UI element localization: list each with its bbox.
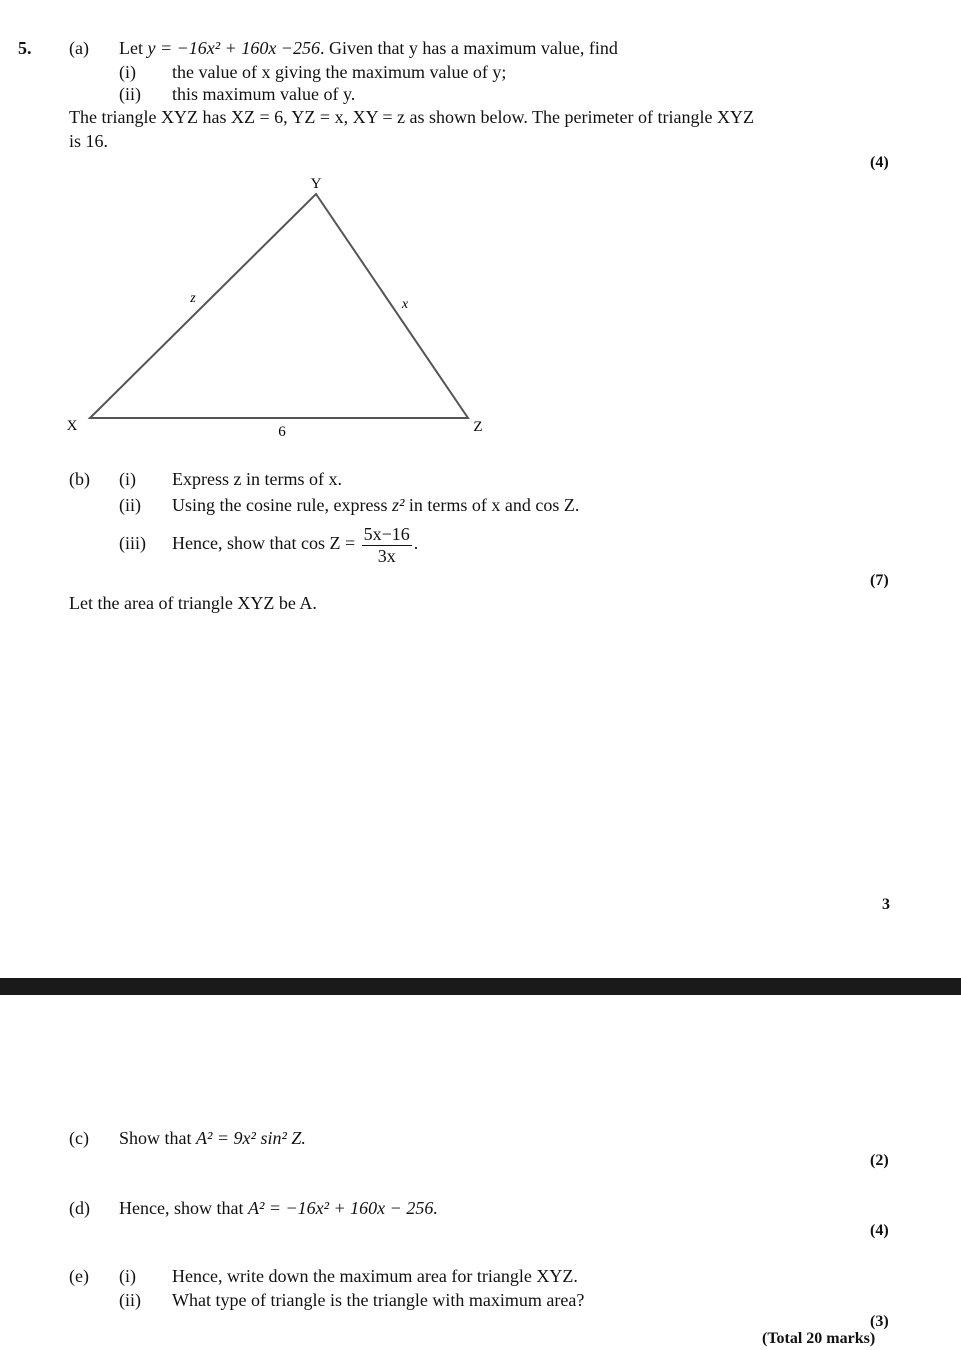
part-c-equation: A² = 9x² sin² Z. xyxy=(196,1128,306,1148)
part-e-i-text: Hence, write down the maximum area for triangle XYZ. xyxy=(172,1266,578,1286)
part-d-label: (d) xyxy=(69,1198,90,1218)
side-xz-label: 6 xyxy=(278,424,286,440)
part-d-text xyxy=(119,1197,438,1219)
part-c-label: (c) xyxy=(69,1128,89,1148)
part-b-iii-pre: Hence, show that cos Z = xyxy=(172,533,360,553)
part-a-marks: (4) xyxy=(870,154,889,171)
cos-z-fraction xyxy=(362,524,412,566)
part-b-ii-post: in terms of x and cos Z. xyxy=(404,495,580,515)
vertex-z-label: Z xyxy=(473,419,483,435)
part-e-ii-text: What type of triangle is the triangle with maximum area? xyxy=(172,1290,585,1310)
part-d-marks: (4) xyxy=(870,1222,889,1239)
part-a-i-label: (i) xyxy=(119,62,136,82)
triangle-intro-post: as shown below. The perimeter of triangle XYZ xyxy=(405,107,754,127)
page-number: 3 xyxy=(882,896,890,913)
side-yz-label: x xyxy=(401,297,409,312)
vertex-x-label: X xyxy=(66,418,78,434)
fraction-denominator: 3x xyxy=(377,545,396,566)
part-b-i-label: (i) xyxy=(119,469,136,489)
part-c-marks: (2) xyxy=(870,1152,889,1169)
question-number: 5. xyxy=(18,38,32,58)
part-e-ii-label: (ii) xyxy=(119,1290,141,1310)
triangle-xyz xyxy=(90,194,468,418)
triangle-intro-line2: is 16. xyxy=(69,131,109,151)
triangle-lengths: XZ = 6, YZ = x, XY = z xyxy=(230,107,406,127)
part-a-label: (a) xyxy=(69,38,89,58)
part-b-label: (b) xyxy=(69,469,90,489)
part-a-intro-post: . Given that y has a maximum value, find xyxy=(319,38,618,58)
part-b-iii-text: Hence, show that cos Z = $\frac{5x-16}{3x}$ . xyxy=(172,523,419,566)
part-d-equation: A² = −16x² + 160x − 256. xyxy=(247,1198,438,1218)
part-b-ii-text xyxy=(172,494,579,516)
fraction-numerator: 5x−16 xyxy=(363,523,410,544)
part-a-ii-text: this maximum value of y. xyxy=(172,84,356,104)
part-b-iii-label: (iii) xyxy=(119,533,146,553)
vertex-y-label: Y xyxy=(310,176,322,192)
area-intro: Let the area of triangle XYZ be A. xyxy=(69,593,317,613)
side-xy-label: z xyxy=(190,291,196,306)
part-b-ii-label: (ii) xyxy=(119,495,141,515)
part-d-pre: Hence, show that xyxy=(119,1198,248,1218)
part-a-equation: y = −16x² + 160x −256 xyxy=(147,38,320,58)
part-b-ii-pre: Using the cosine rule, express xyxy=(172,495,392,515)
part-e-marks: (3) xyxy=(870,1313,889,1330)
part-a-i-text: the value of x giving the maximum value of y; xyxy=(172,62,507,82)
part-b-ii-expr: z² xyxy=(391,495,405,515)
triangle-intro-pre: The triangle XYZ has xyxy=(69,107,231,127)
part-c-text xyxy=(119,1127,306,1149)
part-a-intro-pre: Let xyxy=(119,38,148,58)
part-e-label: (e) xyxy=(69,1266,89,1286)
part-b-i-text: Express z in terms of x. xyxy=(172,469,342,489)
triangle-diagram xyxy=(0,0,961,460)
total-marks: (Total 20 marks) xyxy=(762,1330,876,1347)
part-a-ii-label: (ii) xyxy=(119,84,141,104)
part-c-pre: Show that xyxy=(119,1128,197,1148)
part-e-i-label: (i) xyxy=(119,1266,136,1286)
page-divider xyxy=(0,978,961,995)
part-b-marks: (7) xyxy=(870,572,889,589)
